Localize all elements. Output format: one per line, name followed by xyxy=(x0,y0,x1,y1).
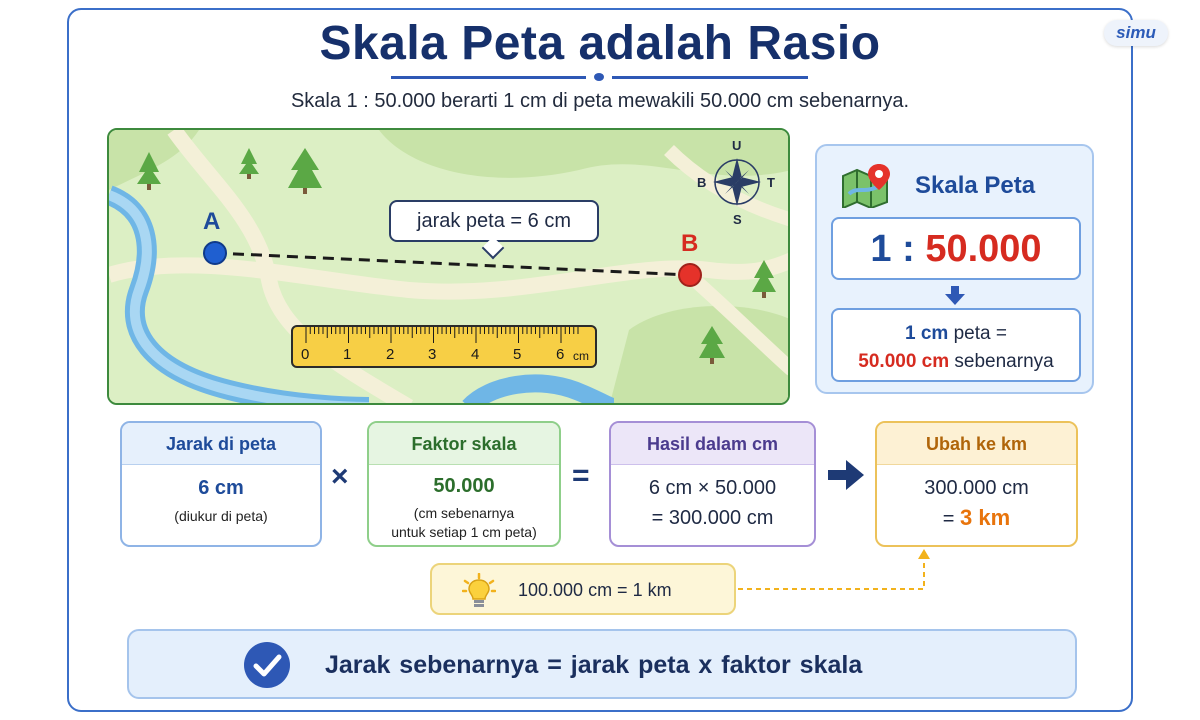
ruler-number: 3 xyxy=(428,346,437,363)
scale-ratio xyxy=(831,217,1081,280)
conversion-hint xyxy=(430,563,736,615)
result-cm-box xyxy=(609,421,816,547)
convert-km-prefix: = xyxy=(942,508,961,530)
convert-km-line1: 300.000 cm xyxy=(924,477,1029,499)
scale-card xyxy=(815,144,1094,394)
check-icon xyxy=(243,641,291,689)
distance-callout: jarak peta = 6 cm xyxy=(389,200,599,242)
map-distance-note: (diukur di peta) xyxy=(174,508,268,524)
point-b-marker xyxy=(679,264,701,286)
map-pin-icon xyxy=(839,164,895,208)
page-title: Skala Peta adalah Rasio xyxy=(319,17,881,70)
equiv-line2-text: sebenarnya xyxy=(949,351,1054,372)
down-arrow-icon xyxy=(944,286,966,306)
point-b-label: B xyxy=(681,230,699,257)
scale-factor-value: 50.000 xyxy=(433,475,495,497)
formula-text: Jarak sebenarnya = jarak peta x faktor skala xyxy=(325,651,863,679)
scale-card-title: Skala Peta xyxy=(915,172,1036,199)
result-cm-header: Hasil dalam cm xyxy=(611,423,814,465)
ruler-number: 2 xyxy=(386,346,395,363)
hint-text: 100.000 cm = 1 km xyxy=(518,580,672,600)
equiv-map-cm: 1 cm xyxy=(905,323,949,344)
compass-north: U xyxy=(732,138,742,153)
ruler-ticks xyxy=(293,327,595,366)
lightbulb-icon xyxy=(462,573,496,609)
ruler-number: 0 xyxy=(301,346,310,363)
equiv-line1-text: peta = xyxy=(948,323,1007,344)
map-distance-value: 6 cm xyxy=(198,477,244,499)
title-underline-dot xyxy=(594,73,604,81)
right-arrow-icon xyxy=(828,460,864,490)
ruler xyxy=(291,325,597,368)
point-a-label: A xyxy=(203,208,221,235)
convert-km-header: Ubah ke km xyxy=(877,423,1076,465)
multiply-operator: × xyxy=(331,460,349,493)
brand-logo: simu xyxy=(1104,20,1168,46)
map-distance-header: Jarak di peta xyxy=(122,423,320,465)
title-underline-left xyxy=(391,76,586,79)
compass-west: B xyxy=(697,175,707,190)
result-cm-line2: = 300.000 cm xyxy=(651,507,774,529)
formula-banner xyxy=(127,629,1077,699)
compass-south: S xyxy=(733,212,742,227)
title-underline-right xyxy=(612,76,808,79)
equiv-real-cm: 50.000 cm xyxy=(858,351,950,372)
ruler-unit: cm xyxy=(573,349,589,363)
result-cm-line1: 6 cm × 50.000 xyxy=(648,477,777,499)
map-distance-box xyxy=(120,421,322,547)
page-subtitle: Skala 1 : 50.000 berarti 1 cm di peta mewakili 50.000 cm sebenarnya. xyxy=(290,90,910,112)
map-illustration xyxy=(107,128,790,405)
equals-operator: = xyxy=(572,459,590,492)
ruler-number: 4 xyxy=(471,346,480,363)
scale-factor-box xyxy=(367,421,561,547)
compass-east: T xyxy=(767,175,775,190)
scale-equivalence xyxy=(831,308,1081,382)
ratio-right: 50.000 xyxy=(925,228,1042,270)
point-a-marker xyxy=(204,242,226,264)
scale-factor-header: Faktor skala xyxy=(369,423,559,465)
hint-connector-arrow xyxy=(736,545,936,595)
ratio-left: 1 xyxy=(870,228,892,270)
scale-factor-note-1: (cm sebenarnya xyxy=(413,505,515,521)
scale-factor-note-2: untuk setiap 1 cm peta) xyxy=(391,524,537,540)
convert-km-box xyxy=(875,421,1078,547)
ruler-number: 6 xyxy=(556,346,565,363)
ruler-number: 5 xyxy=(513,346,522,363)
convert-km-result: 3 km xyxy=(960,505,1011,530)
ratio-separator: : xyxy=(902,228,915,270)
ruler-number: 1 xyxy=(343,346,352,363)
